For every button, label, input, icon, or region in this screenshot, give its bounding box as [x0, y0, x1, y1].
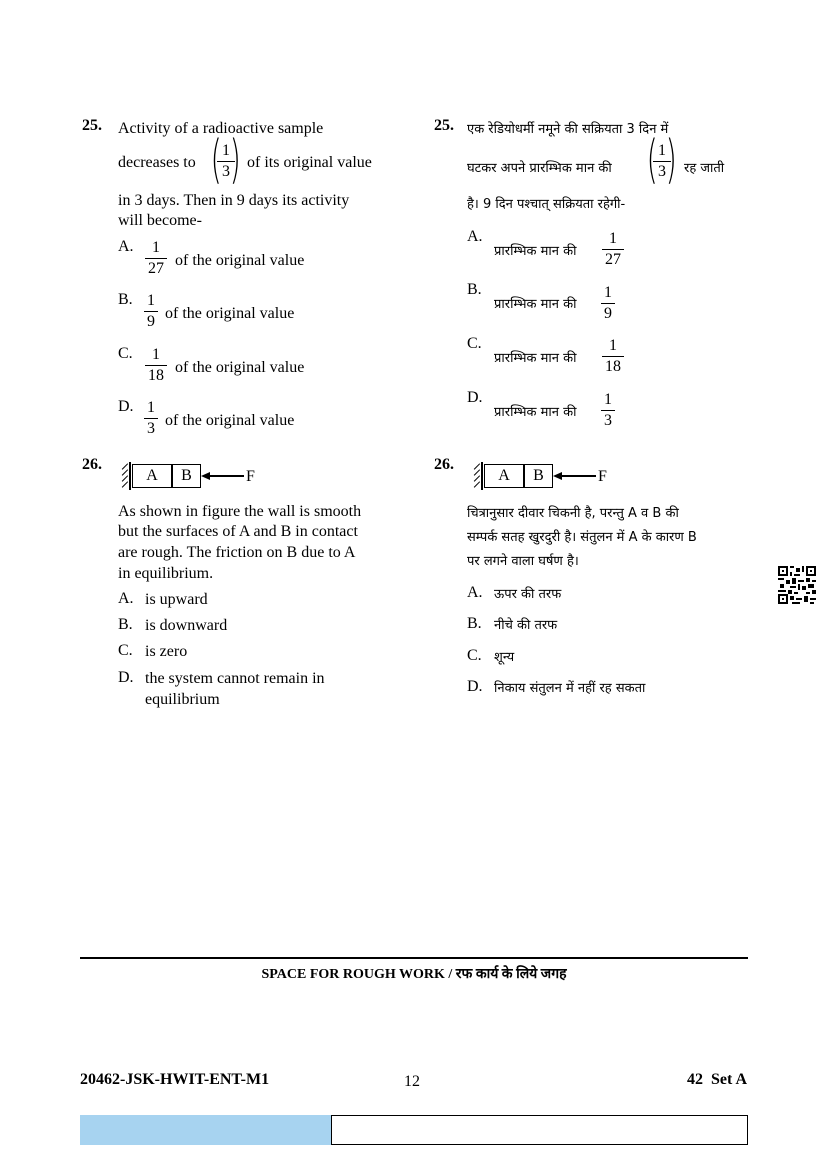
- option-fraction: [145, 345, 167, 386]
- q25-hi-number: 25.: [434, 117, 454, 134]
- frac-num: 1: [658, 142, 666, 159]
- option-fraction: [144, 291, 158, 332]
- option-text: शून्य: [494, 650, 515, 665]
- force-label: F: [598, 468, 607, 485]
- q26-en-line3: are rough. The friction on B due to A: [118, 544, 356, 561]
- frac-den: 27: [605, 251, 621, 268]
- option-label: D.: [467, 678, 483, 695]
- option-label: B.: [467, 615, 482, 632]
- option-label: B.: [118, 616, 133, 633]
- frac-num: 1: [604, 284, 612, 301]
- rough-work-label: SPACE FOR ROUGH WORK / रफ कार्य के लिये जगह: [261, 967, 567, 982]
- option-fraction: [601, 283, 615, 324]
- q26-hi-line2: सम्पर्क सतह खुरदुरी है। संतुलन में A के कारण B: [467, 530, 697, 545]
- q26-hi-number: 26.: [434, 456, 454, 473]
- option-label: C.: [118, 642, 133, 659]
- frac-num: 1: [604, 391, 612, 408]
- option-text: of the original value: [175, 359, 305, 376]
- option-label: C.: [118, 345, 133, 362]
- arrow-line: [560, 475, 596, 477]
- option-text: प्रारम्भिक मान की: [494, 405, 577, 420]
- q25-en-number: 25.: [82, 117, 102, 134]
- q25-en-frac-den: 3: [222, 163, 230, 180]
- block-b: B: [172, 464, 201, 488]
- rough-work-divider: [80, 957, 748, 959]
- option-text: प्रारम्भिक मान की: [494, 351, 577, 366]
- wall-hatch: [474, 481, 480, 487]
- frac-num: 1: [152, 346, 160, 363]
- frac-num: 1: [152, 239, 160, 256]
- q25-hi-line2-pre: घटकर अपने प्रारम्भिक मान की: [467, 161, 612, 176]
- option-fraction: [144, 398, 158, 439]
- option-fraction: [602, 336, 624, 377]
- page-number: 12: [404, 1073, 420, 1090]
- option-text: is downward: [145, 617, 228, 634]
- q26-hi-diagram: [472, 460, 622, 496]
- option-text: निकाय संतुलन में नहीं रह सकता: [494, 681, 646, 696]
- q25-en-line2-pre: decreases to: [118, 154, 196, 171]
- q26-en-number: 26.: [82, 456, 102, 473]
- option-label: D.: [467, 389, 483, 406]
- option-label: D.: [118, 669, 134, 686]
- option-text-cont: equilibrium: [145, 691, 220, 708]
- frac-den: 18: [605, 358, 621, 375]
- q25-en-line2-post: of its original value: [247, 154, 372, 171]
- option-text: of the original value: [165, 305, 295, 322]
- option-fraction: [145, 238, 167, 279]
- option-label: A.: [467, 584, 483, 601]
- paper-code: 20462-JSK-HWIT-ENT-M1: [80, 1071, 270, 1088]
- qr-code-icon: [778, 566, 816, 604]
- arrow-line: [208, 475, 244, 477]
- option-text: is zero: [145, 643, 188, 660]
- q25-hi-paren-left: (: [646, 130, 658, 190]
- q26-en-diagram: [120, 460, 270, 496]
- frac-den: 9: [147, 313, 155, 330]
- frac-den: 3: [147, 420, 155, 437]
- frac-num: 1: [147, 399, 155, 416]
- option-label: D.: [118, 398, 134, 415]
- option-label: B.: [467, 281, 482, 298]
- option-label: C.: [467, 335, 482, 352]
- q26-hi-line3: पर लगने वाला घर्षण है।: [467, 554, 579, 569]
- q26-en-line2: but the surfaces of A and B in contact: [118, 523, 358, 540]
- q25-en-paren-right: ): [229, 130, 241, 190]
- option-label: A.: [118, 590, 134, 607]
- blue-bar: [80, 1115, 331, 1145]
- option-label: B.: [118, 291, 133, 308]
- q26-en-line1: As shown in figure the wall is smooth: [118, 503, 362, 520]
- barcode-box: [331, 1115, 748, 1145]
- frac-den: 3: [604, 412, 612, 429]
- q25-en-line3: in 3 days. Then in 9 days its activity: [118, 192, 350, 209]
- q25-en-line4: will become-: [118, 212, 202, 229]
- q25-hi-paren-right: ): [665, 130, 677, 190]
- block-a: A: [484, 464, 524, 488]
- option-fraction: [601, 390, 615, 431]
- q25-en-paren-left: (: [210, 130, 222, 190]
- option-text: of the original value: [175, 252, 305, 269]
- frac-den: 27: [148, 260, 164, 277]
- force-label: F: [246, 468, 255, 485]
- option-text: ऊपर की तरफ: [494, 587, 562, 602]
- option-label: C.: [467, 647, 482, 664]
- frac-num: 1: [147, 292, 155, 309]
- q25-en-line1: Activity of a radioactive sample: [118, 120, 324, 137]
- option-text: of the original value: [165, 412, 295, 429]
- q26-en-line4: in equilibrium.: [118, 565, 214, 582]
- option-text: the system cannot remain in: [145, 670, 325, 687]
- frac-den: 9: [604, 305, 612, 322]
- wall-hatch: [122, 481, 128, 487]
- frac-den: 18: [148, 367, 164, 384]
- block-a: A: [132, 464, 172, 488]
- option-label: A.: [467, 228, 483, 245]
- q25-hi-line1: एक रेडियोधर्मी नमूने की सक्रियता 3 दिन में: [467, 122, 669, 137]
- q25-hi-line2-post: रह जाती: [684, 161, 725, 176]
- frac-den: 3: [658, 163, 666, 180]
- frac-num: 1: [609, 337, 617, 354]
- frac-num: 1: [609, 230, 617, 247]
- block-b: B: [524, 464, 553, 488]
- q25-en-frac-num: 1: [222, 142, 230, 159]
- option-label: A.: [118, 238, 134, 255]
- q25-hi-line3: है। 9 दिन पश्चात् सक्रियता रहेगी-: [467, 197, 626, 212]
- option-fraction: [602, 229, 624, 270]
- q26-hi-line1: चित्रानुसार दीवार चिकनी है, परन्तु A व B की: [467, 506, 679, 521]
- set-label: 42 Set A: [687, 1071, 747, 1088]
- option-text: नीचे की तरफ: [494, 618, 558, 633]
- option-text: प्रारम्भिक मान की: [494, 297, 577, 312]
- option-text: is upward: [145, 591, 208, 608]
- option-text: प्रारम्भिक मान की: [494, 244, 577, 259]
